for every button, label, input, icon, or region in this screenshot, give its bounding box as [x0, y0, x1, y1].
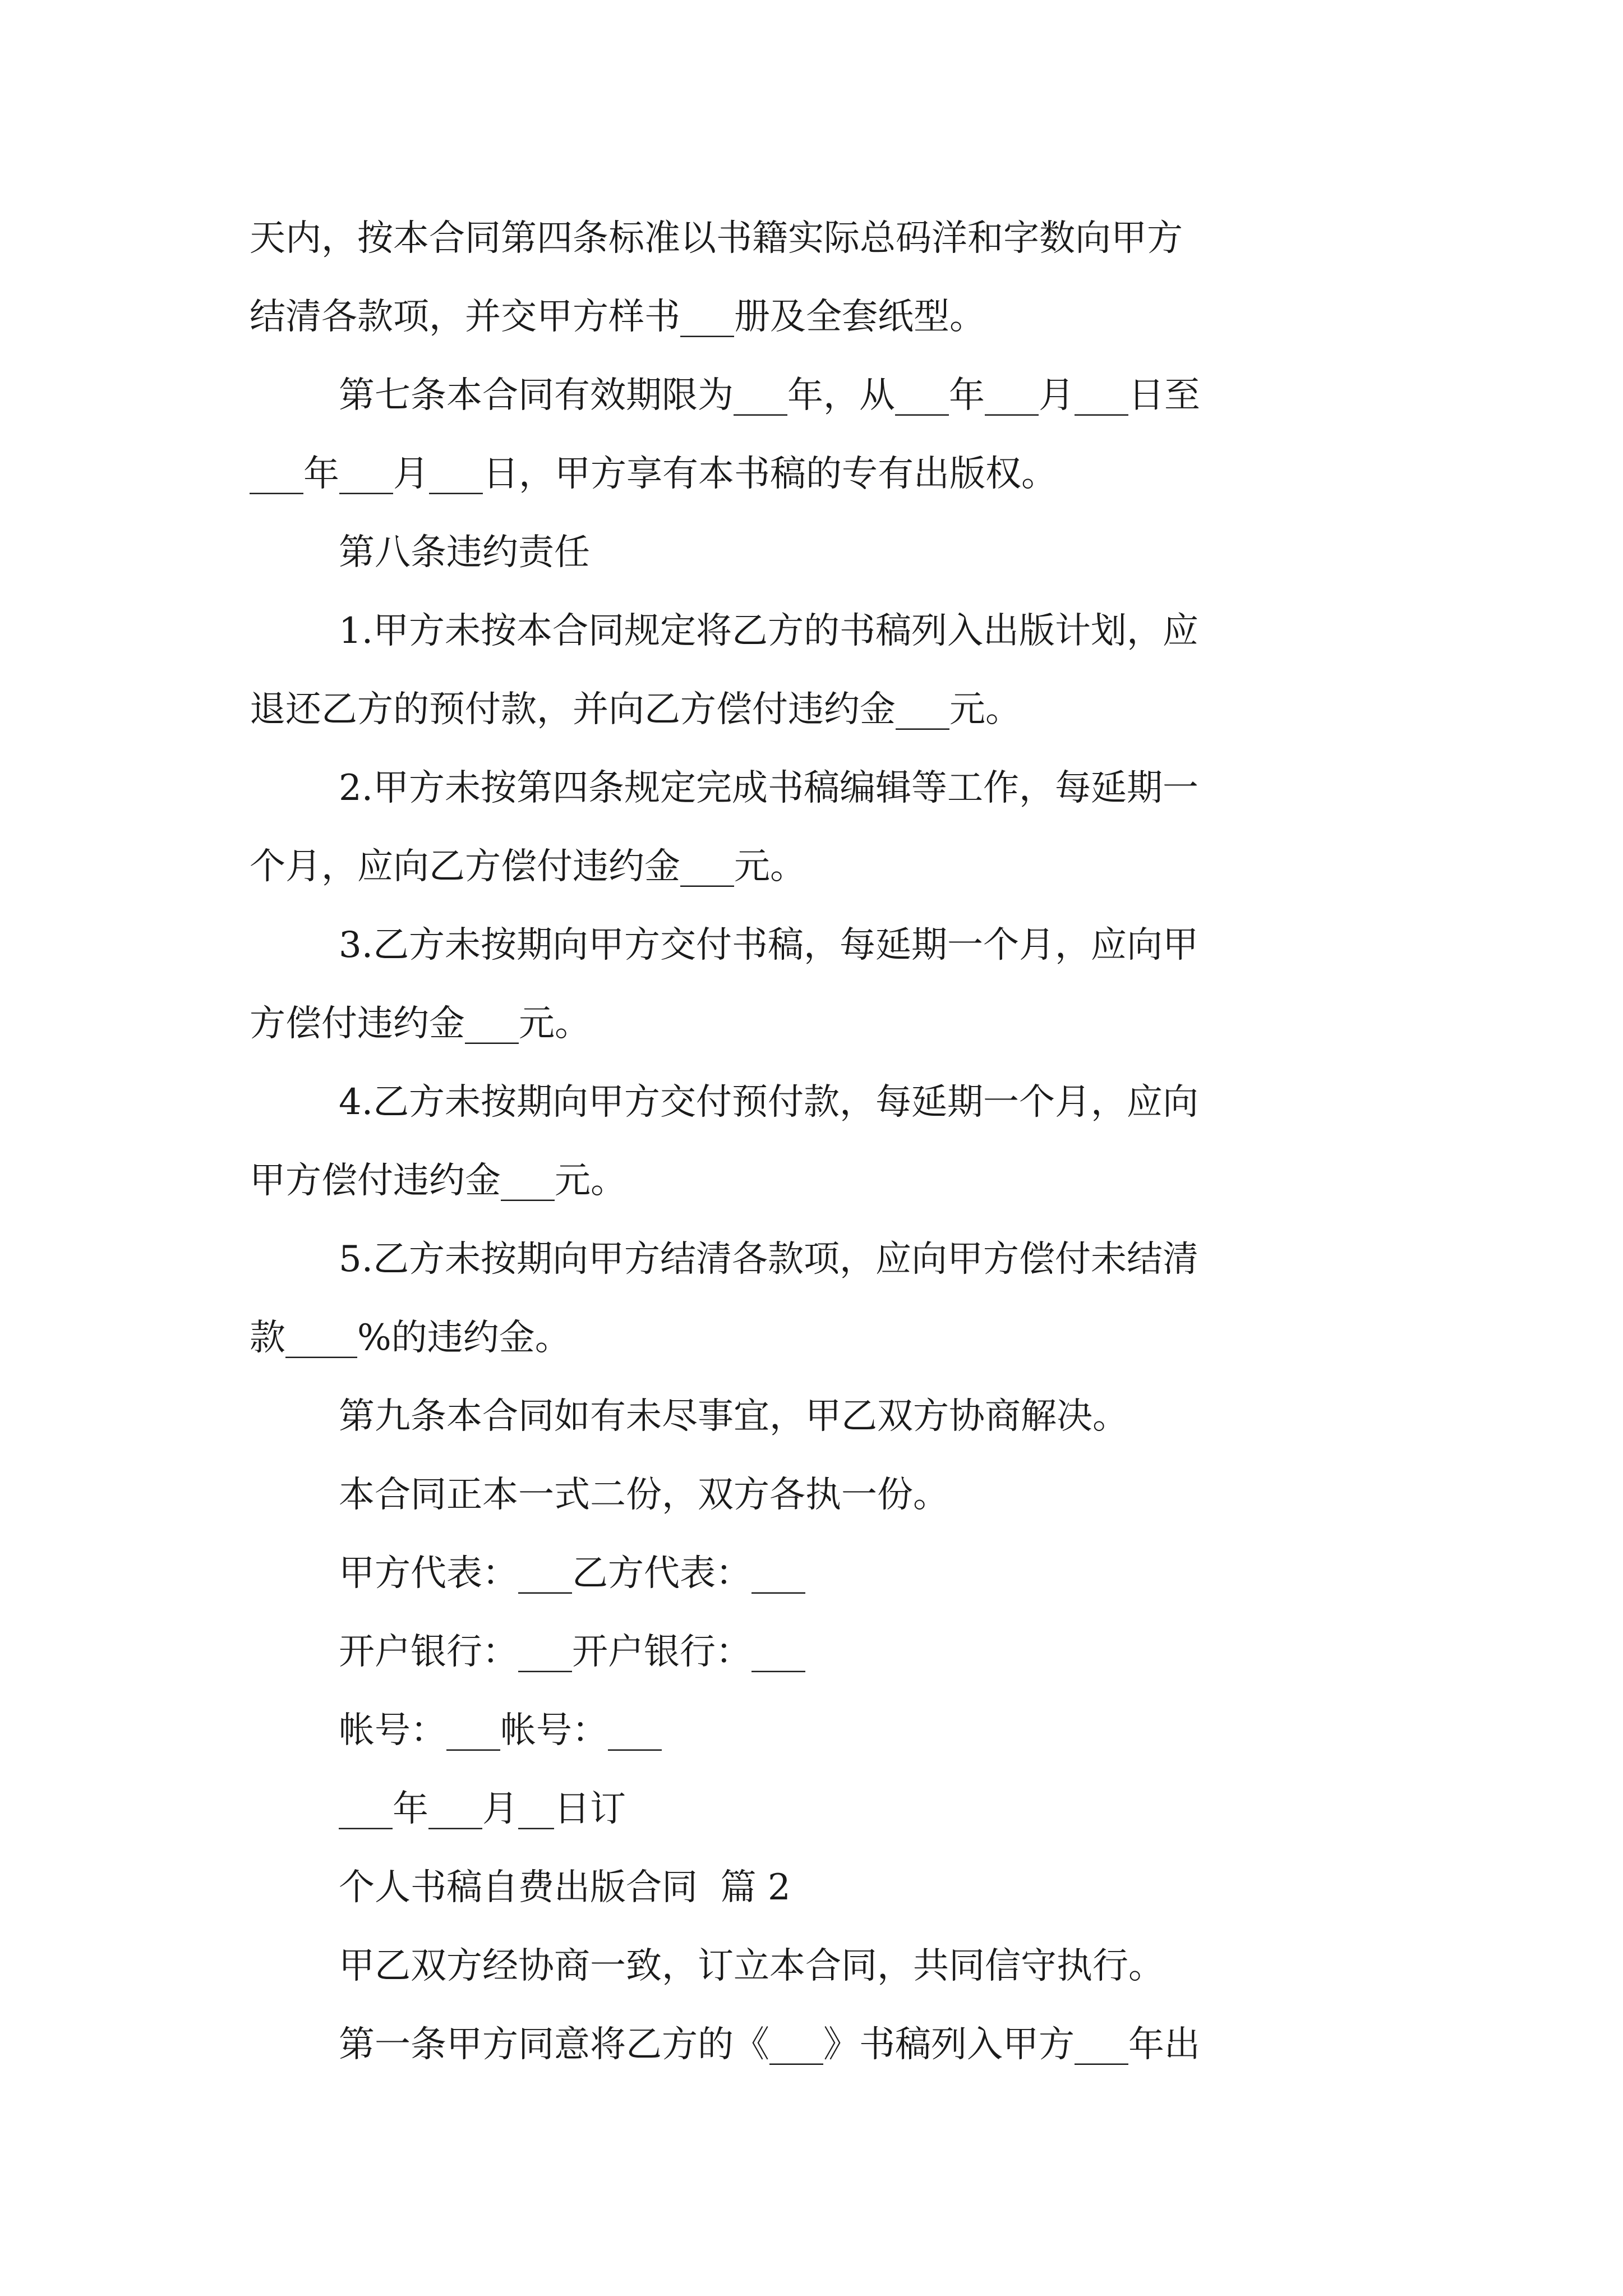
signature-line: 帐号：___帐号：___ — [339, 1710, 662, 1751]
paragraph-line: 第九条本合同如有未尽事宜，甲乙双方协商解决。 — [339, 1396, 1128, 1437]
paragraph-line: 第七条本合同有效期限为___年，从___年___月___日至 — [339, 375, 1200, 416]
section-heading: 第八条违约责任 — [339, 532, 590, 573]
paragraph-line: 甲方偿付违约金___元。 — [250, 1160, 626, 1202]
paragraph-line: 甲乙双方经协商一致，订立本合同，共同信守执行。 — [339, 1945, 1164, 1987]
section-title: 个人书稿自费出版合同 篇 2 — [339, 1867, 791, 1908]
paragraph-line: 个月，应向乙方偿付违约金___元。 — [250, 846, 806, 887]
paragraph-line: 本合同正本一式二份，双方各执一份。 — [339, 1474, 949, 1516]
paragraph-line: 2.甲方未按第四条规定完成书稿编辑等工作，每延期一 — [339, 767, 1199, 809]
paragraph-line: 3.乙方未按期向甲方交付书稿，每延期一个月，应向甲 — [339, 924, 1199, 966]
signature-line: 甲方代表：___乙方代表：___ — [339, 1553, 805, 1594]
paragraph-line: 款____%的违约金。 — [250, 1317, 571, 1359]
paragraph-line: 方偿付违约金___元。 — [250, 1003, 591, 1045]
paragraph-line: 退还乙方的预付款，并向乙方偿付违约金___元。 — [250, 689, 1021, 730]
paragraph-line: 天内，按本合同第四条标准以书籍实际总码洋和字数向甲方 — [250, 218, 1183, 259]
signature-line: 开户银行：___开户银行：___ — [339, 1631, 805, 1673]
paragraph-line: 结清各款项，并交甲方样书___册及全套纸型。 — [250, 296, 985, 338]
paragraph-line: ___年___月___日，甲方享有本书稿的专有出版权。 — [250, 453, 1057, 495]
paragraph-line: 4.乙方未按期向甲方交付预付款，每延期一个月，应向 — [339, 1082, 1199, 1123]
date-line: ___年___月__日订 — [339, 1788, 626, 1830]
paragraph-line: 5.乙方未按期向甲方结清各款项，应向甲方偿付未结清 — [339, 1239, 1199, 1280]
paragraph-line: 第一条甲方同意将乙方的《___》书稿列入甲方___年出 — [339, 2024, 1200, 2065]
paragraph-line: 1.甲方未按本合同规定将乙方的书稿列入出版计划，应 — [339, 610, 1199, 652]
